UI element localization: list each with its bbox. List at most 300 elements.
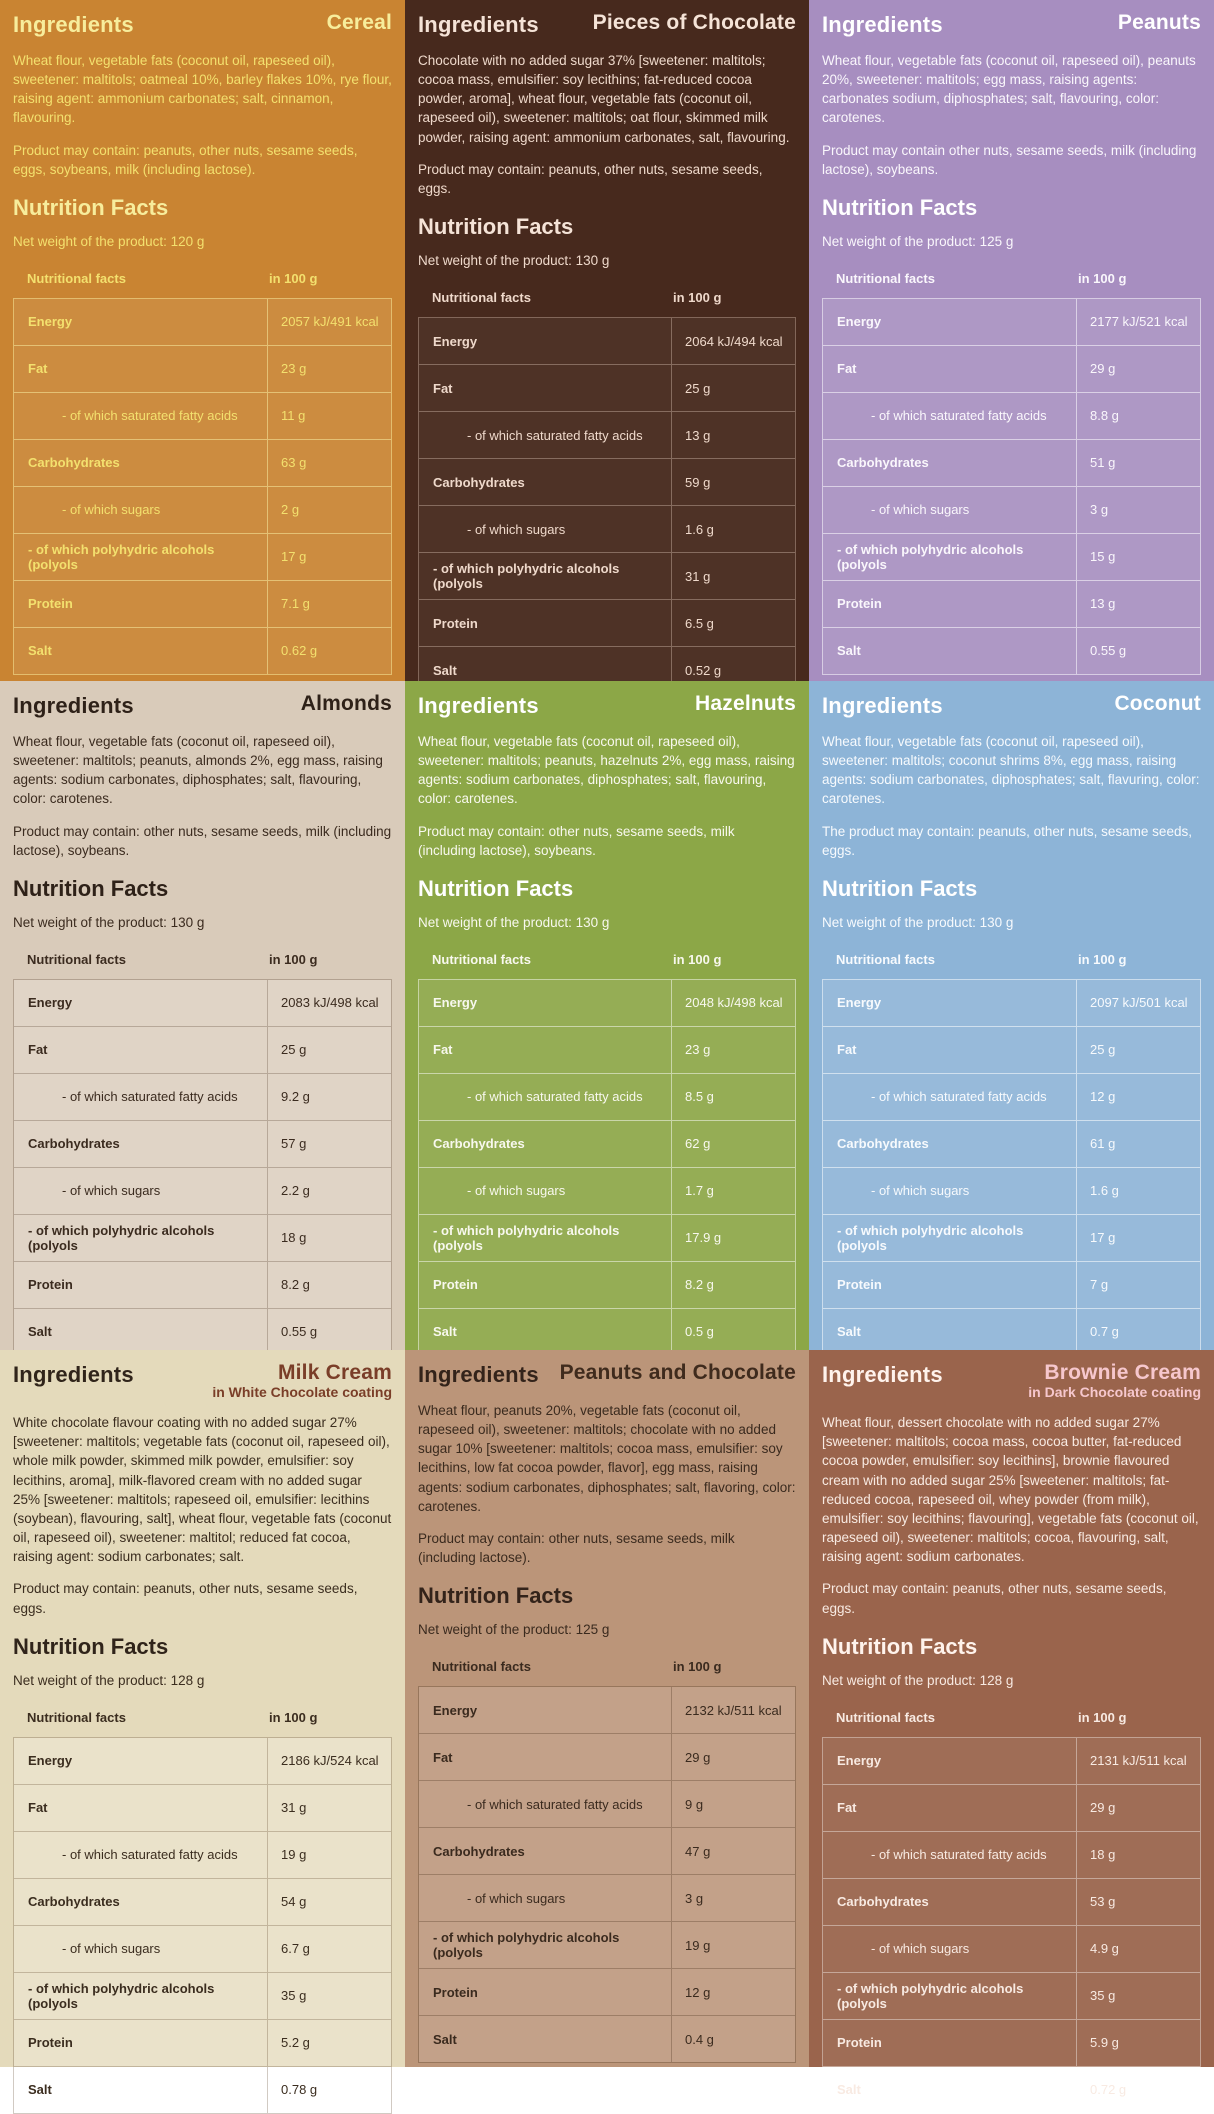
- nutrient-label: - of which polyhydric alcohols (polyols: [14, 534, 268, 580]
- nutrient-label: Energy: [419, 980, 672, 1026]
- nutrient-label: Energy: [419, 318, 672, 364]
- table-row: [419, 1168, 795, 1215]
- nutrition-table: [418, 1686, 796, 2063]
- nutrient-value: 0.4 g: [685, 2031, 714, 2047]
- table-row: [419, 1215, 795, 1262]
- panel-almonds: [0, 681, 405, 1350]
- nutrient-label: Protein: [823, 2020, 1077, 2066]
- ingredients-text: Wheat flour, vegetable fats (coconut oil, rapeseed oil), peanuts 20%, sweetener: maltitols; egg mass, raising agents: carbonates sodium, diphosphates; salt, flavouring, color: carotenes.: [822, 53, 1196, 126]
- product-title-block: [593, 12, 796, 34]
- nutrient-label: Salt: [14, 1309, 268, 1355]
- ingredients-heading: Ingredients: [418, 693, 539, 718]
- nutrient-value: 2057 kJ/491 kcal: [281, 314, 379, 330]
- nutrient-value: 6.7 g: [281, 1941, 310, 1957]
- nutrient-label: Fat: [823, 1027, 1077, 1073]
- nutrient-value: 11 g: [281, 408, 306, 424]
- nutrient-label: - of which polyhydric alcohols (polyols: [823, 1973, 1077, 2019]
- table-header-label: Nutritional facts: [27, 270, 126, 286]
- ingredients-heading: Ingredients: [822, 693, 943, 718]
- nutrient-value: 31 g: [281, 1800, 307, 1816]
- ingredients-text: Wheat flour, vegetable fats (coconut oil, rapeseed oil), sweetener: maltitols; coconut shrims 8%, egg mass, raising agents: sodium carbonates, diphosphates; salt, flavuring, color: carotenes.: [822, 734, 1200, 807]
- nutrition-facts-heading: Nutrition Facts: [418, 214, 574, 240]
- table-row: [14, 1215, 391, 1262]
- nutrient-value: 2048 kJ/498 kcal: [685, 995, 783, 1011]
- nutrient-value: 9.2 g: [281, 1089, 310, 1105]
- nutrient-label: Carbohydrates: [419, 1121, 672, 1167]
- nutrient-label: Protein: [419, 1969, 672, 2015]
- nutrient-value: 2177 kJ/521 kcal: [1090, 314, 1188, 330]
- nutrient-label: - of which sugars: [14, 1926, 268, 1972]
- table-header-value: in 100 g: [269, 270, 318, 286]
- table-row: [14, 1832, 391, 1879]
- nutrient-label: Carbohydrates: [14, 1879, 268, 1925]
- nutrient-label: - of which polyhydric alcohols (polyols: [14, 1973, 268, 2019]
- table-row: [823, 534, 1200, 581]
- nutrient-label: Energy: [823, 299, 1077, 345]
- nutrient-label: Salt: [419, 1309, 672, 1355]
- table-column-headers: [418, 1647, 796, 1686]
- nutrition-facts-heading: Nutrition Facts: [822, 194, 978, 220]
- table-row: [419, 1074, 795, 1121]
- nutrient-value: 9 g: [685, 1796, 704, 1812]
- nutrient-label: - of which sugars: [419, 506, 672, 552]
- nutrient-label: Energy: [823, 1738, 1077, 1784]
- nutrient-label: - of which sugars: [823, 1926, 1077, 1972]
- nutrient-value: 1.7 g: [685, 1183, 714, 1199]
- table-row: [14, 628, 391, 674]
- table-row: [14, 440, 391, 487]
- nutrient-value: 0.7 g: [1090, 1324, 1119, 1340]
- table-header-value: in 100 g: [1078, 270, 1127, 286]
- nutrient-value: 0.55 g: [281, 1324, 318, 1340]
- nutrient-label: Fat: [823, 346, 1077, 392]
- table-header-label: Nutritional facts: [432, 290, 531, 306]
- nutrient-label: - of which saturated fatty acids: [823, 393, 1077, 439]
- table-header-label: Nutritional facts: [836, 1709, 935, 1725]
- net-weight: Net weight of the product: 130 g: [822, 914, 1014, 930]
- nutrient-label: - of which polyhydric alcohols (polyols: [419, 1215, 672, 1261]
- nutrient-label: Fat: [14, 1027, 268, 1073]
- nutrient-label: Salt: [823, 1309, 1077, 1355]
- product-subtitle: in White Chocolate coating: [212, 1384, 392, 1401]
- may-contain-text: Product may contain: peanuts, other nuts, sesame seeds, eggs.: [418, 161, 763, 196]
- nutrition-table: [13, 298, 392, 675]
- table-column-headers: [13, 940, 392, 979]
- nutrient-label: - of which saturated fatty acids: [14, 1074, 268, 1120]
- table-row: [823, 980, 1200, 1027]
- table-header-label: Nutritional facts: [836, 951, 935, 967]
- nutrient-value: 51 g: [1090, 455, 1116, 471]
- panel-header: [418, 693, 796, 719]
- nutrient-value: 7.1 g: [281, 596, 310, 612]
- nutrient-label: - of which saturated fatty acids: [14, 1832, 268, 1878]
- ingredients-text: Wheat flour, vegetable fats (coconut oil, rapeseed oil), sweetener: maltitols; oatmeal 10%, barley flakes 10%, rye flour, raising agent: ammonium carbonates; salt, cinnamon, flavouring.: [13, 53, 392, 126]
- nutrition-facts-heading: Nutrition Facts: [418, 1583, 574, 1609]
- table-column-headers: [13, 1698, 392, 1737]
- net-weight: Net weight of the product: 128 g: [13, 1672, 205, 1688]
- table-row: [823, 1309, 1200, 1355]
- nutrient-value: 1.6 g: [685, 521, 714, 537]
- panel-cereal: [0, 0, 405, 681]
- table-row: [823, 2067, 1200, 2113]
- table-row: [14, 1262, 391, 1309]
- nutrient-value: 15 g: [1090, 549, 1116, 565]
- nutrient-value: 0.78 g: [281, 2082, 318, 2098]
- table-row: [823, 440, 1200, 487]
- table-header-label: Nutritional facts: [432, 951, 531, 967]
- table-row: [419, 553, 795, 600]
- nutrient-value: 17 g: [281, 549, 307, 565]
- ingredients-heading: Ingredients: [822, 1362, 943, 1387]
- panel-header: [13, 1362, 392, 1400]
- net-weight: Net weight of the product: 125 g: [822, 233, 1014, 249]
- table-row: [419, 412, 795, 459]
- nutrient-value: 12 g: [1090, 1089, 1116, 1105]
- table-row: [419, 980, 795, 1027]
- table-row: [14, 980, 391, 1027]
- table-row: [823, 346, 1200, 393]
- nutrient-value: 8.2 g: [281, 1277, 310, 1293]
- table-header-value: in 100 g: [673, 951, 722, 967]
- table-header-label: Nutritional facts: [432, 1659, 531, 1675]
- table-row: [419, 2016, 795, 2062]
- nutrient-label: Carbohydrates: [14, 1121, 268, 1167]
- nutrient-value: 12 g: [685, 1984, 711, 2000]
- table-row: [823, 393, 1200, 440]
- nutrient-label: Salt: [419, 2016, 672, 2062]
- nutrient-value: 35 g: [1090, 1988, 1116, 2004]
- nutrient-value: 47 g: [685, 1843, 711, 1859]
- table-row: [419, 1969, 795, 2016]
- nutrient-label: - of which saturated fatty acids: [419, 1074, 672, 1120]
- ingredients-heading: Ingredients: [822, 12, 943, 37]
- table-row: [823, 1121, 1200, 1168]
- nutrient-value: 3 g: [685, 1890, 704, 1906]
- nutrient-label: Fat: [823, 1785, 1077, 1831]
- product-name: Peanuts and Chocolate: [559, 1361, 796, 1384]
- nutrition-facts-heading: Nutrition Facts: [418, 875, 574, 901]
- table-row: [14, 393, 391, 440]
- nutrition-facts-heading: Nutrition Facts: [13, 194, 169, 220]
- nutrient-label: - of which polyhydric alcohols (polyols: [14, 1215, 268, 1261]
- nutrition-table: [13, 1737, 392, 2114]
- ingredients-text: Wheat flour, peanuts 20%, vegetable fats (coconut oil, rapeseed oil), sweetener: maltitols; chocolate with no added sugar 10% [sweetener: maltitols; cocoa mass, emulsifier: soy lecithins, low fat cocoa powder, flavor], egg mass, raising agents: sodium carbonates, diphosphates; salt, flavoring, color: carotenes.: [418, 1403, 796, 1514]
- table-row: [823, 628, 1200, 674]
- nutrient-label: - of which polyhydric alcohols (polyols: [419, 1922, 672, 1968]
- nutrient-value: 2 g: [281, 502, 300, 518]
- table-column-headers: [822, 259, 1201, 298]
- net-weight: Net weight of the product: 130 g: [418, 253, 610, 269]
- product-name: Hazelnuts: [695, 692, 796, 715]
- table-row: [14, 1121, 391, 1168]
- nutrient-label: Carbohydrates: [419, 459, 672, 505]
- nutrient-label: Protein: [823, 581, 1077, 627]
- nutrient-label: - of which saturated fatty acids: [14, 393, 268, 439]
- product-name: Almonds: [300, 692, 392, 715]
- table-column-headers: [418, 940, 796, 979]
- nutrient-value: 13 g: [685, 427, 711, 443]
- panel-brownie-cream: [809, 1350, 1214, 2098]
- nutrient-value: 7 g: [1090, 1277, 1109, 1293]
- table-column-headers: [418, 278, 796, 317]
- table-row: [14, 1309, 391, 1355]
- nutrient-value: 2097 kJ/501 kcal: [1090, 995, 1188, 1011]
- nutrition-table: [822, 1737, 1201, 2114]
- nutrient-label: Fat: [419, 1027, 672, 1073]
- nutrient-label: Protein: [419, 600, 672, 646]
- table-row: [14, 1168, 391, 1215]
- nutrient-label: - of which sugars: [419, 1875, 672, 1921]
- table-row: [14, 534, 391, 581]
- nutrient-value: 19 g: [281, 1847, 307, 1863]
- panel-peanuts: [809, 0, 1214, 681]
- net-weight: Net weight of the product: 130 g: [13, 914, 205, 930]
- nutrient-label: Energy: [14, 299, 268, 345]
- table-row: [823, 581, 1200, 628]
- product-title-block: [560, 1362, 796, 1384]
- product-title-block: [327, 12, 392, 34]
- panel-header: [822, 1362, 1201, 1400]
- nutrient-value: 23 g: [685, 1042, 711, 1058]
- nutrient-label: Protein: [14, 1262, 268, 1308]
- nutrient-value: 6.5 g: [685, 615, 714, 631]
- nutrient-value: 25 g: [281, 1042, 307, 1058]
- table-row: [14, 1879, 391, 1926]
- nutrient-value: 25 g: [1090, 1042, 1116, 1058]
- nutrient-label: Salt: [14, 628, 268, 674]
- nutrient-value: 5.2 g: [281, 2035, 310, 2051]
- net-weight: Net weight of the product: 120 g: [13, 233, 205, 249]
- ingredients-text: Wheat flour, vegetable fats (coconut oil, rapeseed oil), sweetener: maltitols; peanuts, almonds 2%, egg mass, raising agents: sodium carbonates, diphosphates; salt, flavouring, color: carotenes.: [13, 734, 383, 807]
- table-row: [823, 1262, 1200, 1309]
- nutrient-label: Energy: [14, 1738, 268, 1784]
- panel-header: [418, 12, 796, 38]
- may-contain-text: Product may contain: peanuts, other nuts, sesame seeds, eggs, soybeans, milk (including lactose).: [13, 142, 358, 177]
- table-row: [823, 1973, 1200, 2020]
- nutrient-label: Protein: [14, 2020, 268, 2066]
- nutrient-value: 2083 kJ/498 kcal: [281, 995, 379, 1011]
- nutrient-value: 29 g: [1090, 1800, 1116, 1816]
- table-row: [419, 1922, 795, 1969]
- nutrient-label: Salt: [14, 2067, 268, 2113]
- table-row: [14, 1785, 391, 1832]
- product-name: Cereal: [326, 11, 392, 34]
- table-row: [419, 365, 795, 412]
- nutrient-label: Carbohydrates: [14, 440, 268, 486]
- nutrient-label: - of which polyhydric alcohols (polyols: [823, 534, 1077, 580]
- nutrition-facts-heading: Nutrition Facts: [13, 875, 169, 901]
- nutrient-value: 2064 kJ/494 kcal: [685, 333, 783, 349]
- nutrition-table: [418, 317, 796, 694]
- nutrient-value: 0.62 g: [281, 643, 318, 659]
- table-row: [14, 299, 391, 346]
- table-row: [14, 1074, 391, 1121]
- table-header-label: Nutritional facts: [836, 270, 935, 286]
- nutrient-value: 1.6 g: [1090, 1183, 1119, 1199]
- nutrient-value: 8.8 g: [1090, 408, 1119, 424]
- nutrient-value: 35 g: [281, 1988, 307, 2004]
- nutrient-value: 17 g: [1090, 1230, 1116, 1246]
- nutrient-value: 8.5 g: [685, 1089, 714, 1105]
- product-subtitle: in Dark Chocolate coating: [1028, 1384, 1201, 1401]
- may-contain-text: Product may contain: peanuts, other nuts, sesame seeds, eggs.: [13, 1581, 358, 1616]
- table-header-value: in 100 g: [1078, 951, 1127, 967]
- nutrient-label: - of which sugars: [823, 487, 1077, 533]
- panel-header: [13, 693, 392, 719]
- nutrient-value: 13 g: [1090, 596, 1116, 612]
- table-row: [419, 1309, 795, 1355]
- nutrient-label: Energy: [419, 1687, 672, 1733]
- nutrient-label: - of which saturated fatty acids: [419, 1781, 672, 1827]
- table-column-headers: [822, 1698, 1201, 1737]
- may-contain-text: Product may contain: other nuts, sesame seeds, milk (including lactose).: [418, 1530, 735, 1566]
- nutrient-label: Protein: [419, 1262, 672, 1308]
- table-header-label: Nutritional facts: [27, 1709, 126, 1725]
- table-row: [823, 1879, 1200, 1926]
- table-row: [823, 1785, 1200, 1832]
- ingredients-heading: Ingredients: [418, 1362, 539, 1387]
- table-header-value: in 100 g: [269, 951, 318, 967]
- table-row: [419, 1027, 795, 1074]
- table-header-value: in 100 g: [1078, 1709, 1127, 1725]
- nutrient-value: 4.9 g: [1090, 1941, 1119, 1957]
- nutrient-label: - of which polyhydric alcohols (polyols: [419, 553, 672, 599]
- nutrient-value: 63 g: [281, 455, 307, 471]
- ingredients-heading: Ingredients: [13, 693, 134, 718]
- nutrient-label: Fat: [419, 1734, 672, 1780]
- table-row: [823, 487, 1200, 534]
- product-title-block: [1028, 1362, 1201, 1400]
- ingredients-text: Wheat flour, dessert chocolate with no added sugar 27% [sweetener: maltitols; cocoa mass, cocoa butter, fat-reduced cocoa powder, emulsifier: soy lecithins], brownie flavoured cream with no added sugar 25% [sweetener: maltitols; fat-reduced cocoa, rapeseed oil, whey powder (from milk), emulsifier: soy lecithins; flavouring], vegetable fats (coconut oil, rapeseed oil), sweetener: maltitols; cocoa, flavouring, salt, raising agent: sodium carbonates.: [822, 1415, 1199, 1565]
- table-row: [419, 1687, 795, 1734]
- nutrient-label: - of which sugars: [14, 1168, 268, 1214]
- table-row: [419, 1828, 795, 1875]
- nutrient-value: 17.9 g: [685, 1230, 722, 1246]
- table-row: [823, 1027, 1200, 1074]
- nutrient-value: 0.5 g: [685, 1324, 714, 1340]
- nutrition-table: [822, 298, 1201, 675]
- net-weight: Net weight of the product: 125 g: [418, 1622, 610, 1638]
- nutrient-label: - of which sugars: [823, 1168, 1077, 1214]
- table-row: [419, 1781, 795, 1828]
- product-title-block: [301, 693, 392, 715]
- nutrient-label: Fat: [14, 346, 268, 392]
- table-row: [14, 1926, 391, 1973]
- nutrient-value: 53 g: [1090, 1894, 1116, 1910]
- table-row: [823, 1215, 1200, 1262]
- ingredients-heading: Ingredients: [418, 12, 539, 37]
- nutrient-value: 25 g: [685, 380, 711, 396]
- table-row: [419, 1121, 795, 1168]
- may-contain-text: Product may contain: other nuts, sesame seeds, milk (including lactose), soybeans.: [418, 823, 735, 858]
- table-row: [823, 1926, 1200, 1973]
- table-row: [419, 1875, 795, 1922]
- panel-milk-cream: [0, 1350, 405, 2098]
- table-row: [823, 1168, 1200, 1215]
- nutrition-table: [418, 979, 796, 1356]
- nutrient-value: 29 g: [685, 1749, 711, 1765]
- nutrition-table: [822, 979, 1201, 1356]
- table-row: [14, 1973, 391, 2020]
- product-title-block: [695, 693, 796, 715]
- nutrient-value: 31 g: [685, 568, 711, 584]
- table-row: [14, 346, 391, 393]
- nutrient-label: Carbohydrates: [823, 440, 1077, 486]
- table-row: [419, 1734, 795, 1781]
- table-header-value: in 100 g: [673, 290, 722, 306]
- nutrient-value: 18 g: [281, 1230, 307, 1246]
- nutrient-value: 61 g: [1090, 1136, 1116, 1152]
- nutrient-label: Salt: [823, 628, 1077, 674]
- nutrient-value: 57 g: [281, 1136, 307, 1152]
- panel-peanuts-and-chocolate: [405, 1350, 809, 2067]
- may-contain-text: The product may contain: peanuts, other nuts, sesame seeds, eggs.: [822, 823, 1192, 858]
- nutrient-value: 19 g: [685, 1937, 711, 1953]
- nutrient-label: - of which sugars: [419, 1168, 672, 1214]
- ingredients-heading: Ingredients: [13, 1362, 134, 1387]
- nutrient-label: - of which saturated fatty acids: [823, 1832, 1077, 1878]
- panel-header: [822, 12, 1201, 38]
- product-title-block: [212, 1362, 392, 1400]
- panel-header: [822, 693, 1201, 719]
- nutrient-label: Protein: [823, 1262, 1077, 1308]
- nutrition-facts-heading: Nutrition Facts: [822, 1633, 978, 1659]
- ingredients-text: White chocolate flavour coating with no added sugar 27% [sweetener: maltitols; vegetable fats (coconut oil, rapeseed oil), whole milk powder, skimmed milk powder, emulsifier: soy lecithins, aroma], milk-flavored cream with no added sugar 25% [sweetener: maltitols; rapeseed oil, emulsifier: lecithins (soybean), flavouring, salt], wheat flour, vegetable fats (coconut oil, rapeseed oil), sweetener: maltitol; reduced fat cocoa, raising agent: sodium carbonates; salt.: [13, 1415, 392, 1565]
- panel-header: [418, 1362, 796, 1388]
- ingredients-heading: Ingredients: [13, 12, 134, 37]
- table-column-headers: [822, 940, 1201, 979]
- nutrient-value: 2132 kJ/511 kcal: [685, 1702, 782, 1718]
- panel-pieces-of-chocolate: [405, 0, 809, 681]
- table-row: [419, 459, 795, 506]
- ingredients-text: Wheat flour, vegetable fats (coconut oil, rapeseed oil), sweetener: maltitols; peanuts, hazelnuts 2%, egg mass, raising agents: sodium carbonates, diphosphates; salt, flavouring, color: carotenes.: [418, 734, 795, 807]
- nutrient-value: 2186 kJ/524 kcal: [281, 1753, 379, 1769]
- nutrient-label: - of which polyhydric alcohols (polyols: [823, 1215, 1077, 1261]
- table-header-value: in 100 g: [269, 1709, 318, 1725]
- nutrient-label: Carbohydrates: [823, 1121, 1077, 1167]
- nutrient-value: 18 g: [1090, 1847, 1116, 1863]
- nutrient-label: Salt: [823, 2067, 1077, 2113]
- nutrient-value: 23 g: [281, 361, 307, 377]
- table-row: [419, 506, 795, 553]
- product-name: Peanuts: [1117, 11, 1201, 34]
- nutrient-label: Energy: [823, 980, 1077, 1026]
- table-row: [823, 299, 1200, 346]
- table-row: [14, 2020, 391, 2067]
- may-contain-text: Product may contain: peanuts, other nuts, sesame seeds, eggs.: [822, 1581, 1167, 1616]
- table-column-headers: [13, 259, 392, 298]
- table-header-label: Nutritional facts: [27, 951, 126, 967]
- nutrition-facts-heading: Nutrition Facts: [822, 875, 978, 901]
- may-contain-text: Product may contain: other nuts, sesame seeds, milk (including lactose), soybeans.: [13, 823, 392, 858]
- product-title-block: [1114, 693, 1201, 715]
- nutrient-label: - of which sugars: [14, 487, 268, 533]
- table-row: [14, 487, 391, 534]
- nutrition-facts-heading: Nutrition Facts: [13, 1633, 169, 1659]
- may-contain-text: Product may contain other nuts, sesame seeds, milk (including lactose), soybeans.: [822, 142, 1197, 177]
- table-row: [419, 318, 795, 365]
- product-name: Coconut: [1114, 692, 1201, 715]
- table-row: [419, 1262, 795, 1309]
- nutrient-value: 0.55 g: [1090, 643, 1127, 659]
- product-title-block: [1118, 12, 1201, 34]
- table-row: [823, 2020, 1200, 2067]
- table-row: [419, 600, 795, 647]
- net-weight: Net weight of the product: 130 g: [418, 914, 610, 930]
- table-header-value: in 100 g: [673, 1659, 722, 1675]
- nutrient-value: 2.2 g: [281, 1183, 310, 1199]
- panel-hazelnuts: [405, 681, 809, 1350]
